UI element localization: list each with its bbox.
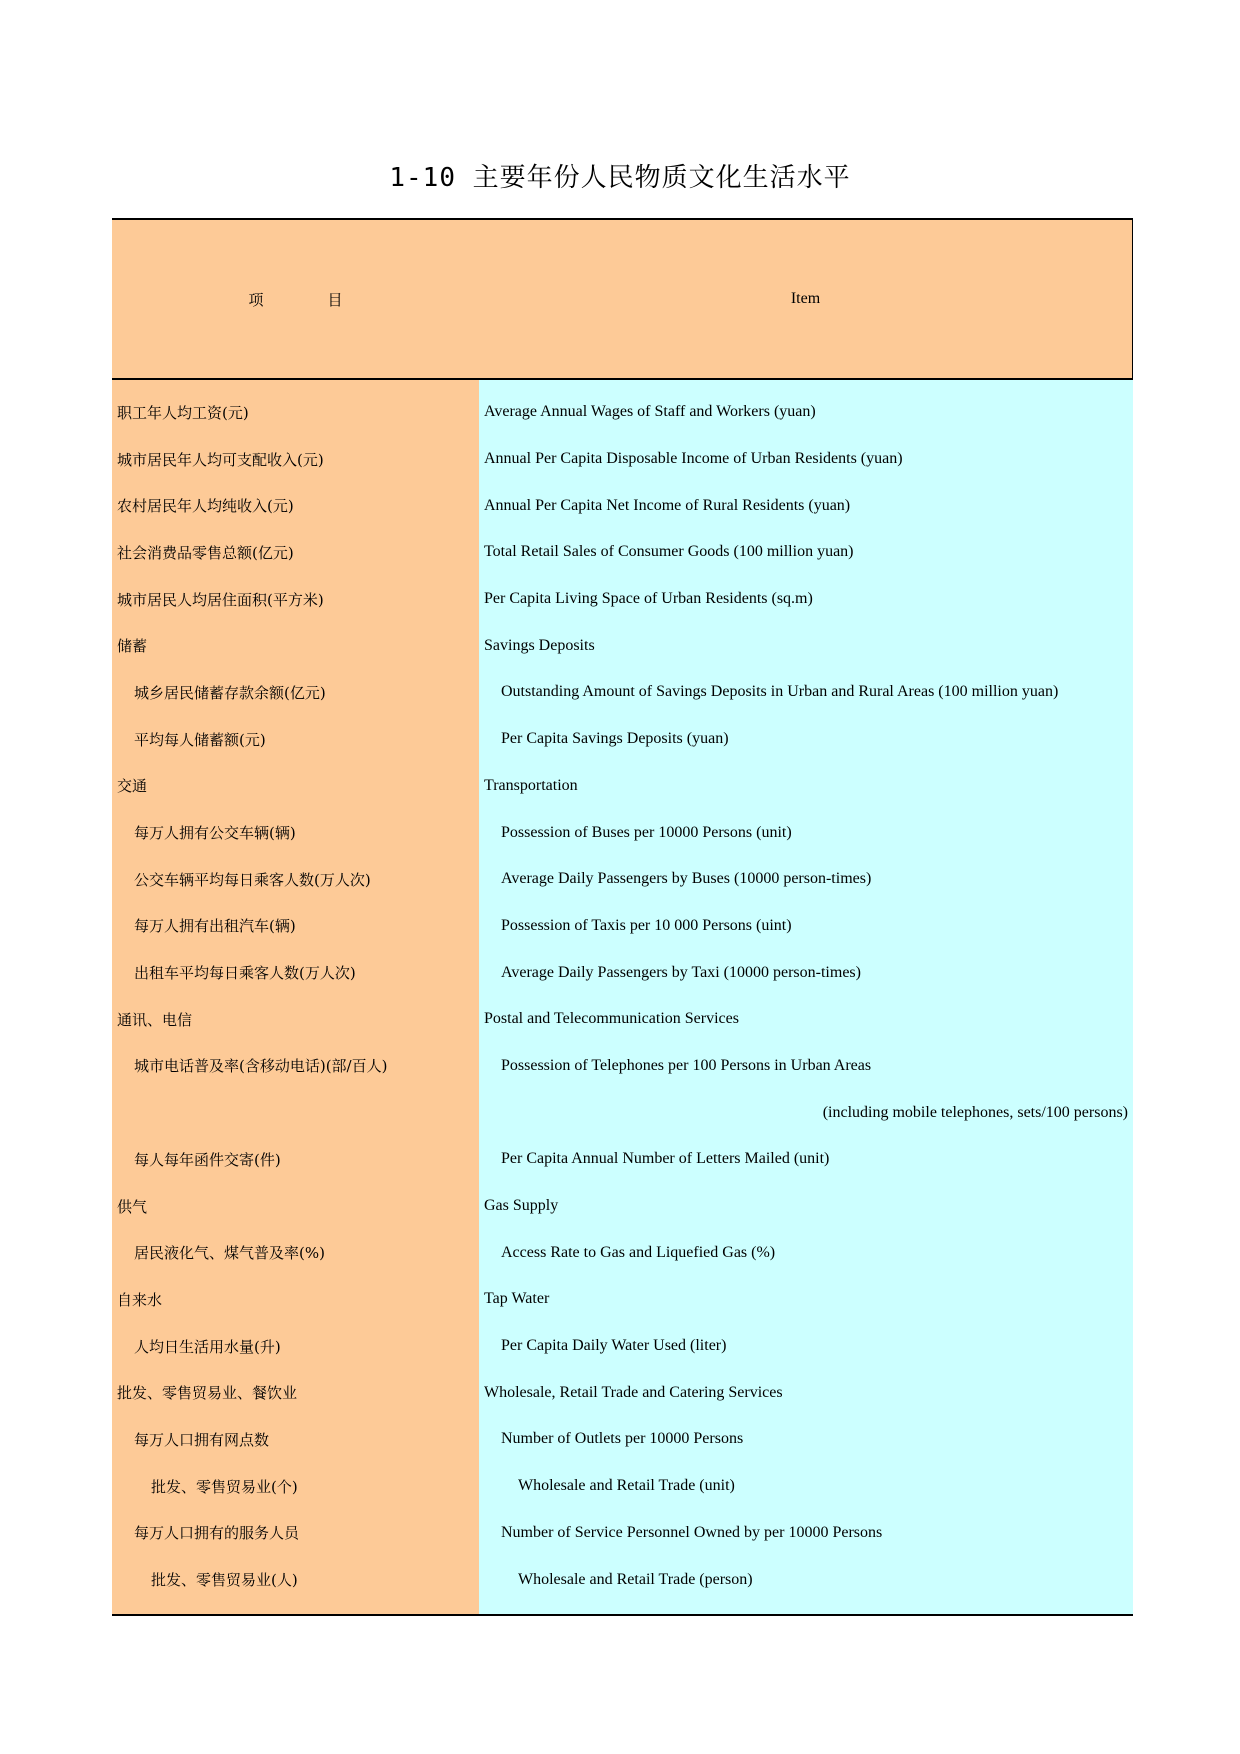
table-row-en: (including mobile telephones, sets/100 persons) <box>822 1103 1128 1121</box>
table-row-cn: 出租车平均每日乘客人数(万人次) <box>134 964 356 983</box>
table-row-en: Wholesale and Retail Trade (person) <box>518 1570 753 1588</box>
table-row-en: Possession of Telephones per 100 Persons in Urban Areas <box>501 1056 872 1074</box>
table-row-en: Wholesale and Retail Trade (unit) <box>518 1477 735 1495</box>
table-row-cn: 社会消费品零售总额(亿元) <box>117 543 294 562</box>
table-row-cn: 批发、零售贸易业(个) <box>151 1477 298 1496</box>
chinese-column <box>112 380 479 1614</box>
table-row-en: Per Capita Annual Number of Letters Mailed (unit) <box>501 1150 830 1168</box>
table-row-en: Savings Deposits <box>484 636 595 654</box>
table-row-cn: 交通 <box>117 777 148 796</box>
table-row-cn: 农村居民年人均纯收入(元) <box>117 497 294 516</box>
table-row-cn: 每万人口拥有的服务人员 <box>134 1524 300 1543</box>
statistics-table <box>112 218 1133 1616</box>
table-row-en: Postal and Telecommunication Services <box>484 1010 739 1028</box>
table-row-en: Per Capita Living Space of Urban Residents (sq.m) <box>484 590 813 608</box>
english-column <box>479 380 1133 1614</box>
header-cell-chinese <box>112 220 479 378</box>
table-row-cn: 自来水 <box>117 1290 163 1309</box>
table-row-cn: 每万人拥有出租汽车(辆) <box>134 917 296 936</box>
table-row-cn: 城市居民年人均可支配收入(元) <box>117 450 324 469</box>
table-row-cn: 供气 <box>117 1197 148 1216</box>
header-label-mu: 目 <box>327 290 343 309</box>
table-row-cn: 公交车辆平均每日乘客人数(万人次) <box>134 870 371 889</box>
table-row-en: Tap Water <box>484 1290 550 1308</box>
table-row-cn: 城市居民人均居住面积(平方米) <box>117 590 324 609</box>
table-row-en: Possession of Taxis per 10 000 Persons (uint) <box>501 916 792 934</box>
bottom-rule <box>112 1614 1133 1616</box>
header-cell-english: Item <box>790 290 821 307</box>
table-row-cn <box>112 1089 479 1136</box>
header-label-xiang: 项 <box>248 290 264 309</box>
table-header <box>112 220 1133 380</box>
table-row-cn: 城乡居民储蓄存款余额(亿元) <box>134 683 326 702</box>
table-row-en: Average Annual Wages of Staff and Workers (yuan) <box>484 403 816 421</box>
table-row-en: Average Daily Passengers by Buses (10000 person-times) <box>501 870 872 888</box>
table-row-cn: 城市电话普及率(含移动电话)(部/百人) <box>134 1057 388 1076</box>
table-row-cn: 人均日生活用水量(升) <box>134 1337 281 1356</box>
table-row-en: Total Retail Sales of Consumer Goods (100 million yuan) <box>484 543 854 561</box>
table-row-en: Annual Per Capita Net Income of Rural Residents (yuan) <box>484 496 851 514</box>
table-row-cn: 平均每人储蓄额(元) <box>134 730 266 749</box>
table-row-cn: 每万人拥有公交车辆(辆) <box>134 824 296 843</box>
table-row-cn: 职工年人均工资(元) <box>117 403 249 422</box>
page-title: 1-10 主要年份人民物质文化生活水平 <box>389 163 851 193</box>
table-row-cn: 每人每年函件交寄(件) <box>134 1150 281 1169</box>
table-row-en: Annual Per Capita Disposable Income of Urban Residents (yuan) <box>484 450 903 468</box>
table-row-en: Possession of Buses per 10000 Persons (unit) <box>501 823 792 841</box>
table-row-cn: 批发、零售贸易业、餐饮业 <box>117 1384 298 1403</box>
table-row-cn: 储蓄 <box>117 637 148 656</box>
table-row-en: Per Capita Daily Water Used (liter) <box>501 1337 727 1355</box>
table-body <box>112 380 1133 1614</box>
table-row-en: Access Rate to Gas and Liquefied Gas (%) <box>501 1243 776 1261</box>
table-row-cn: 每万人口拥有网点数 <box>134 1430 270 1449</box>
table-row-en: Gas Supply <box>484 1197 559 1215</box>
table-row-cn: 批发、零售贸易业(人) <box>151 1571 298 1590</box>
table-row-en: Wholesale, Retail Trade and Catering Services <box>484 1383 783 1401</box>
table-row-en: Per Capita Savings Deposits (yuan) <box>501 730 729 748</box>
table-row-en: Number of Service Personnel Owned by per 10000 Persons <box>501 1523 883 1541</box>
table-row-cn: 通讯、电信 <box>117 1010 193 1029</box>
table-row-en: Transportation <box>484 776 578 794</box>
table-row-en: Outstanding Amount of Savings Deposits in Urban and Rural Areas (100 million yuan) <box>501 683 1059 701</box>
table-row-en: Average Daily Passengers by Taxi (10000 person-times) <box>501 963 861 981</box>
table-row-cn: 居民液化气、煤气普及率(%) <box>134 1244 325 1263</box>
table-row-en: Number of Outlets per 10000 Persons <box>501 1430 744 1448</box>
